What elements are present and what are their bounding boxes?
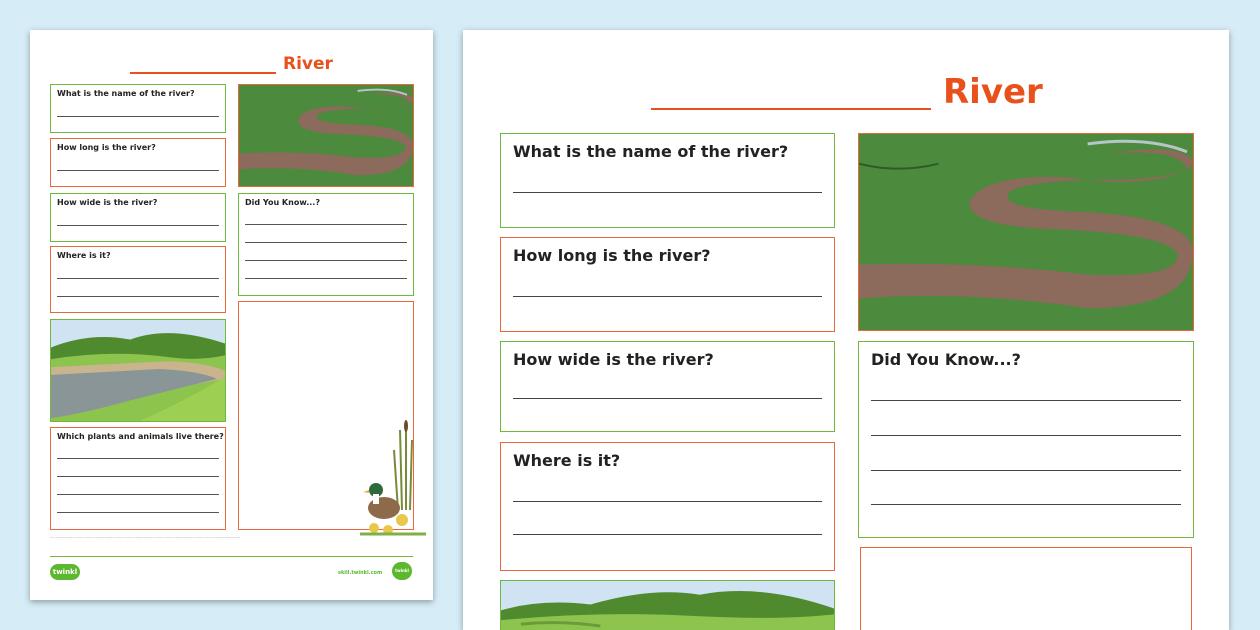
did-you-know-box bbox=[238, 193, 414, 296]
worksheet-page-preview bbox=[30, 30, 433, 600]
question-label-width: How wide is the river? bbox=[57, 198, 158, 207]
title-blank-line bbox=[651, 74, 931, 110]
answer-line bbox=[57, 476, 219, 477]
page-title: River bbox=[943, 72, 1043, 112]
answer-line bbox=[871, 470, 1181, 471]
question-box-name bbox=[500, 133, 835, 228]
twinkl-logo: twinkl bbox=[50, 564, 80, 580]
river-aerial-image bbox=[238, 84, 414, 187]
answer-line bbox=[57, 458, 219, 459]
question-label-name: What is the name of the river? bbox=[513, 142, 789, 161]
answer-line bbox=[245, 242, 407, 243]
answer-line bbox=[513, 534, 822, 535]
did-you-know-box bbox=[858, 341, 1194, 538]
answer-line bbox=[57, 512, 219, 513]
river-landscape-image bbox=[500, 580, 835, 630]
question-box-length bbox=[50, 138, 226, 187]
answer-line bbox=[513, 192, 822, 193]
question-label-where: Where is it? bbox=[513, 451, 621, 470]
question-box-width bbox=[500, 341, 835, 432]
answer-line bbox=[245, 224, 407, 225]
footer-disclaimer: ··········································································································································································· bbox=[50, 536, 241, 540]
question-label-wildlife: Which plants and animals live there? bbox=[57, 432, 224, 441]
did-you-know-label: Did You Know...? bbox=[871, 350, 1021, 369]
river-landscape-image bbox=[50, 319, 226, 422]
answer-line bbox=[871, 435, 1181, 436]
drawing-box bbox=[860, 547, 1192, 630]
duck-family-illustration bbox=[360, 420, 426, 538]
question-label-where: Where is it? bbox=[57, 251, 111, 260]
answer-line bbox=[245, 260, 407, 261]
title-row bbox=[651, 74, 1043, 110]
question-label-width: How wide is the river? bbox=[513, 350, 714, 369]
answer-line bbox=[513, 296, 822, 297]
answer-line bbox=[57, 116, 219, 117]
worksheet-page-zoomed bbox=[463, 30, 1229, 630]
question-label-length: How long is the river? bbox=[513, 246, 711, 265]
did-you-know-label: Did You Know...? bbox=[245, 198, 320, 207]
answer-line bbox=[57, 296, 219, 297]
answer-line bbox=[57, 170, 219, 171]
page-title: River bbox=[283, 54, 333, 74]
question-box-width bbox=[50, 193, 226, 242]
question-label-length: How long is the river? bbox=[57, 143, 156, 152]
answer-line bbox=[513, 501, 822, 502]
twinkl-badge-icon: twinkl bbox=[392, 562, 412, 580]
answer-line bbox=[871, 400, 1181, 401]
question-box-name bbox=[50, 84, 226, 133]
footer-url[interactable]: skill.twinkl.com bbox=[338, 570, 383, 576]
title-row bbox=[130, 52, 333, 74]
river-aerial-image bbox=[858, 133, 1194, 331]
question-box-wildlife bbox=[50, 427, 226, 530]
question-box-where bbox=[500, 442, 835, 571]
question-box-length bbox=[500, 237, 835, 332]
answer-line bbox=[871, 504, 1181, 505]
answer-line bbox=[57, 494, 219, 495]
answer-line bbox=[513, 398, 822, 399]
title-blank-line bbox=[130, 52, 276, 74]
answer-line bbox=[57, 278, 219, 279]
answer-line bbox=[245, 278, 407, 279]
question-box-where bbox=[50, 246, 226, 313]
answer-line bbox=[57, 225, 219, 226]
question-label-name: What is the name of the river? bbox=[57, 89, 195, 98]
footer-divider bbox=[50, 556, 413, 557]
